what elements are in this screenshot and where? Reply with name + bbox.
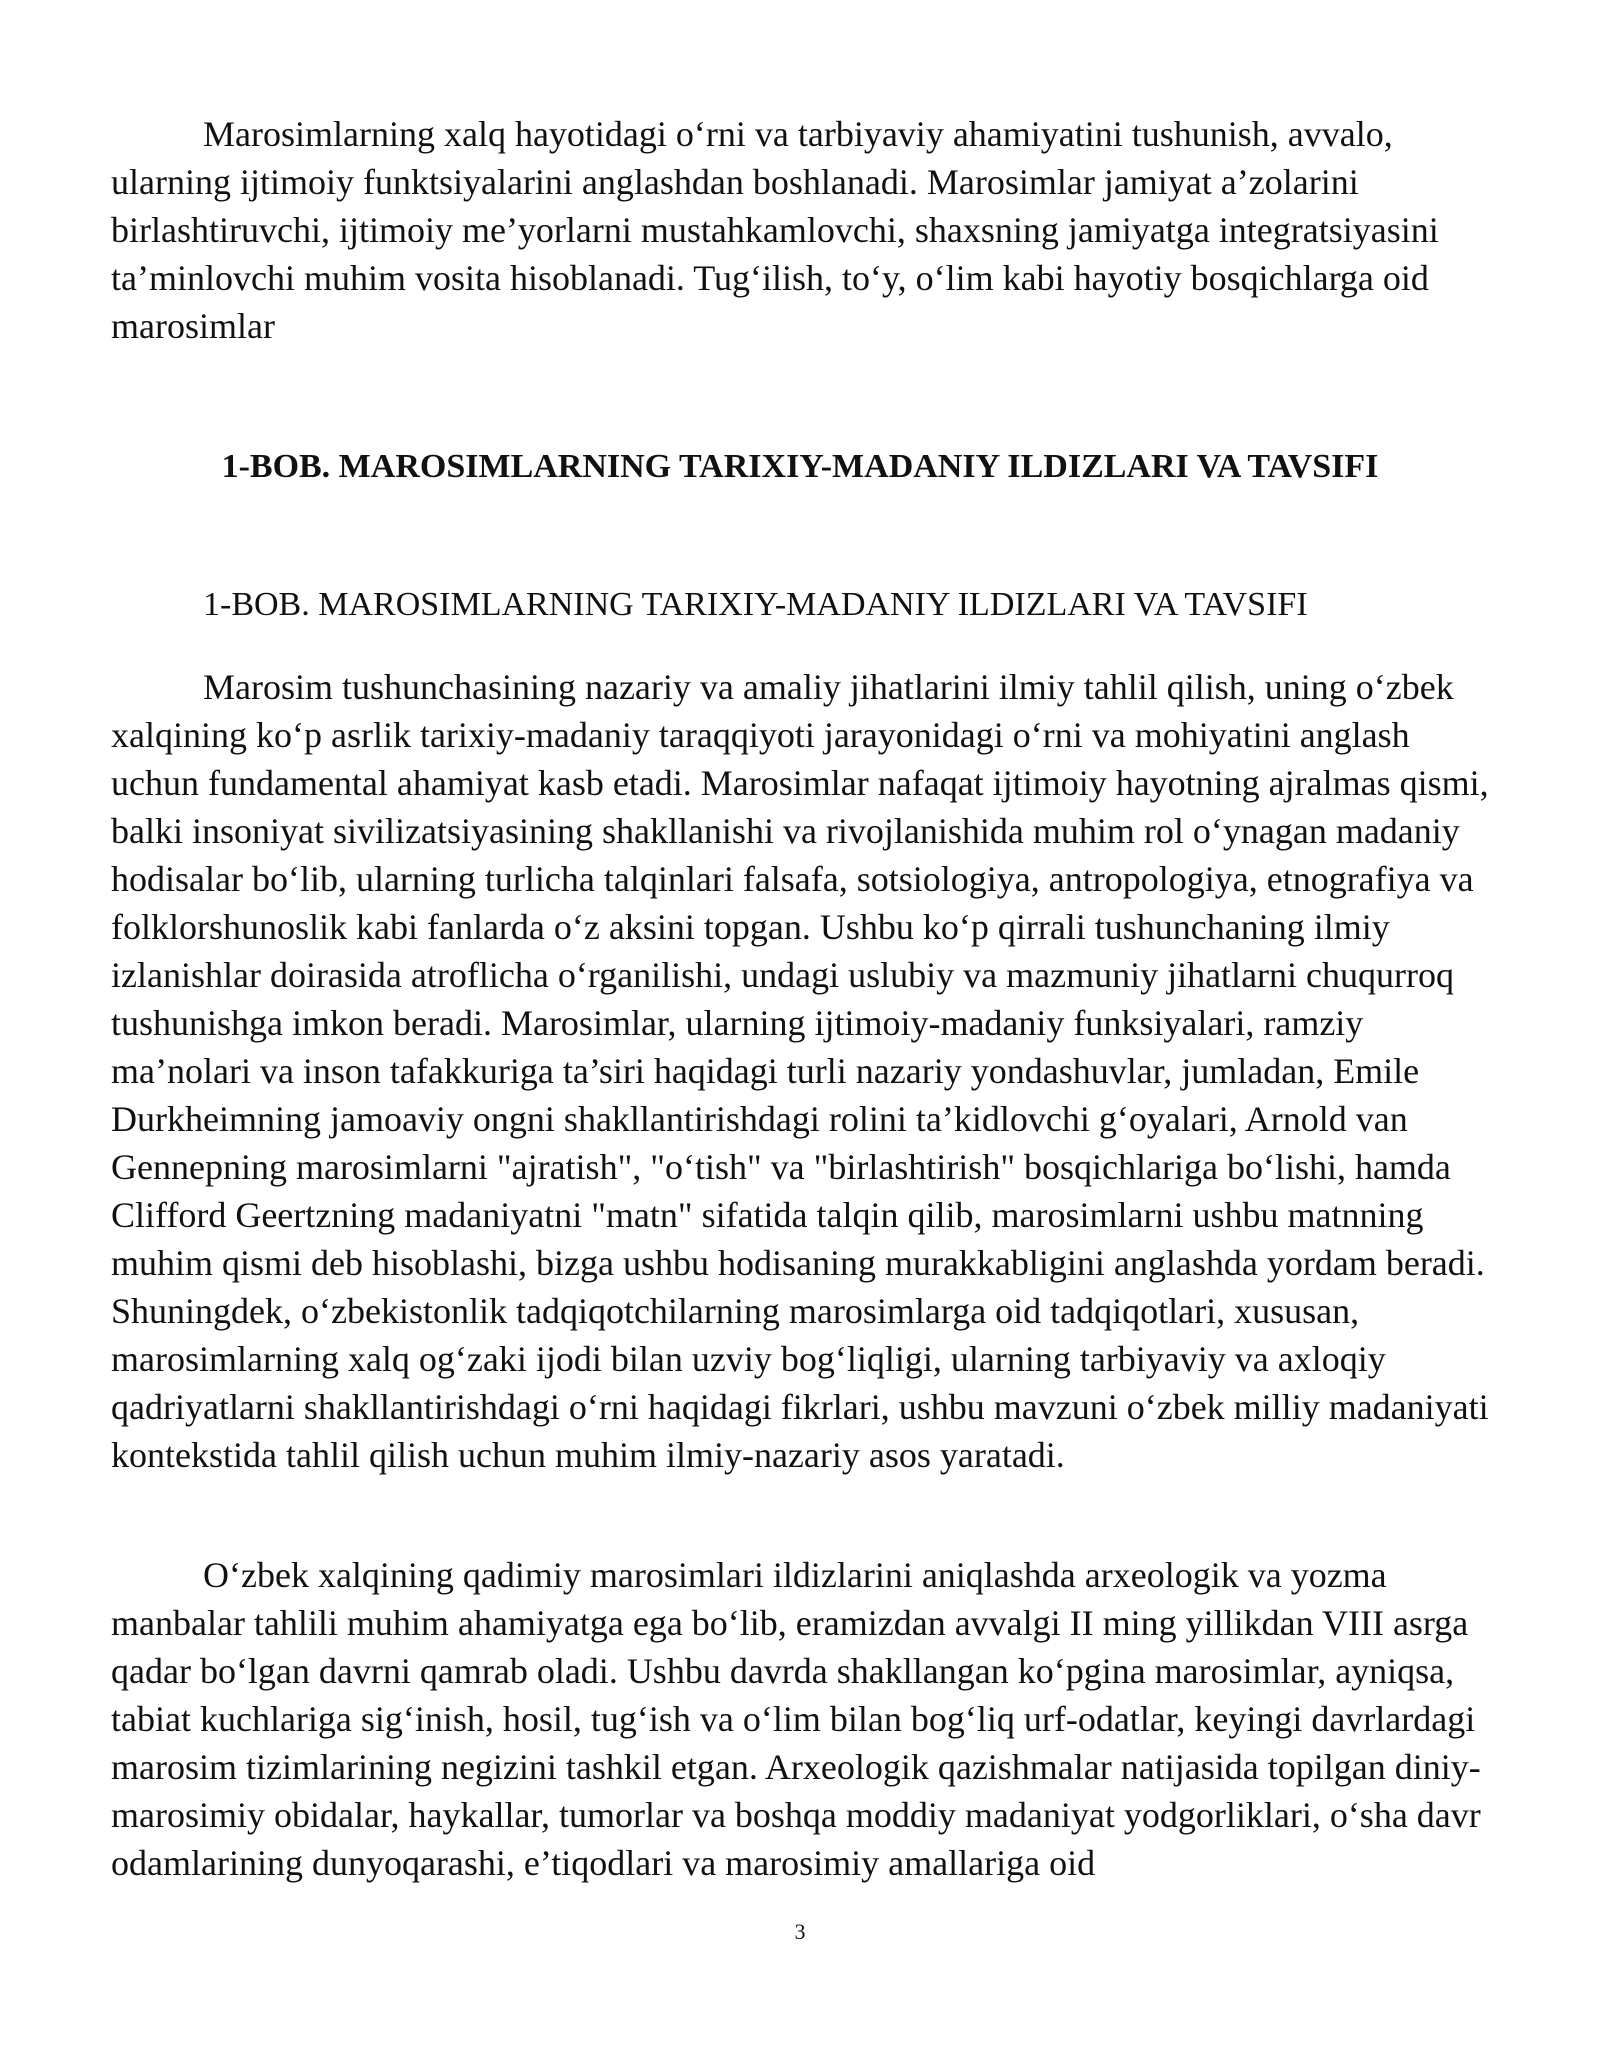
body-paragraph-2-block [111, 1551, 1489, 1887]
body-paragraph-1-block [111, 663, 1489, 1479]
chapter-heading-bold: 1-BOB. MAROSIMLARNING TARIXIY-MADANIY ILDIZLARI VA TAVSIFI [221, 448, 1379, 485]
body-paragraph-1: Marosim tushunchasining nazariy va amaliy jihatlarini ilmiy tahlil qilish, uning o‘zbek xalqining ko‘p asrlik tarixiy-madaniy taraqqiyoti jarayonidagi o‘rni va mohiyatini anglash uchun fundamental ahamiyat kasb etadi. Marosimlar nafaqat ijtimoiy hayotning ajralmas qismi, balki insoniyat sivilizatsiyasining shakllanishi va rivojlanishida muhim rol o‘ynagan madaniy hodisalar bo‘lib, ularning turlicha talqinlari falsafa, sotsiologiya, antropologiya, etnografiya va folklorshunoslik kabi fanlarda o‘z aksini topgan. Ushbu ko‘p qirrali tushunchaning ilmiy izlanishlar doirasida atroflicha o‘rganilishi, undagi uslubiy va mazmuniy jihatlarni chuqurroq tushunishga imkon beradi. Marosimlar, ularning ijtimoiy-madaniy funksiyalari, ramziy ma’nolari va inson tafakkuriga ta’siri haqidagi turli nazariy yondashuvlar, jumladan, Emile Durkheimning jamoaviy ongni shakllantirishdagi rolini ta’kidlovchi g‘oyalari, Arnold van Gennepning marosimlarni "ajratish", "o‘tish" va "birlashtirish" bosqichlariga bo‘lishi, hamda Clifford Geertzning madaniyatni "matn" sifatida talqin qilib, marosimlarni ushbu matnning muhim qismi deb hisoblashi, bizga ushbu hodisaning murakkabligini anglashda yordam beradi. Shuningdek, o‘zbekistonlik tadqiqotchilarning marosimlarga oid tadqiqotlari, xususan, marosimlarning xalq og‘zaki ijodi bilan uzviy bog‘liqligi, ularning tarbiyaviy va axloqiy qadriyatlarni shakllantirishdagi o‘rni haqidagi fikrlari, ushbu mavzuni o‘zbek milliy madaniyati kontekstida tahlil qilish uchun muhim ilmiy-nazariy asos yaratadi. [111, 667, 1489, 1475]
intro-paragraph-block [111, 110, 1489, 350]
chapter-heading-plain: 1-BOB. MAROSIMLARNING TARIXIY-MADANIY ILDIZLARI VA TAVSIFI [203, 586, 1308, 623]
body-paragraph-2: O‘zbek xalqining qadimiy marosimlari ildizlarini aniqlashda arxeologik va yozma manbalar tahlili muhim ahamiyatga ega bo‘lib, eramizdan avvalgi II ming yillikdan VIII asrga qadar bo‘lgan davrni qamrab oladi. Ushbu davrda shakllangan ko‘pgina marosimlar, ayniqsa, tabiat kuchlariga sig‘inish, hosil, tug‘ish va o‘lim bilan bog‘liq urf-odatlar, keyingi davrlardagi marosim tizimlarining negizini tashkil etgan. Arxeologik qazishmalar natijasida topilgan diniy-marosimiy obidalar, haykallar, tumorlar va boshqa moddiy madaniyat yodgorliklari, o‘sha davr odamlarining dunyoqarashi, e’tiqodlari va marosimiy amallariga oid [111, 1555, 1481, 1883]
intro-paragraph: Marosimlarning xalq hayotidagi o‘rni va tarbiyaviy ahamiyatini tushunish, avvalo, ularning ijtimoiy funktsiyalarini anglashdan boshlanadi. Marosimlar jamiyat a’zolarini birlashtiruvchi, ijtimoiy me’yorlarni mustahkamlovchi, shaxsning jamiyatga integratsiyasini ta’minlovchi muhim vosita hisoblanadi. Tug‘ilish, to‘y, o‘lim kabi hayotiy bosqichlarga oid marosimlar [111, 114, 1439, 346]
page-number: 3 [794, 1919, 806, 1944]
